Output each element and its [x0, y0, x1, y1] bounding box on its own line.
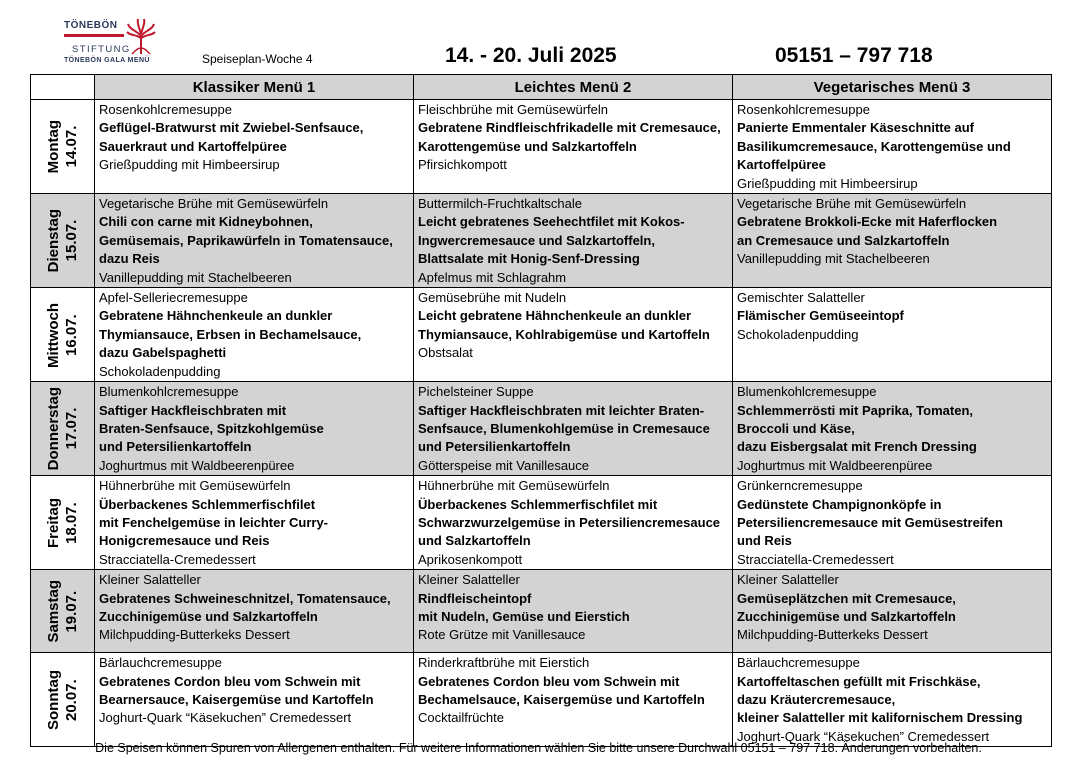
- phone-number: 05151 – 797 718: [775, 44, 933, 67]
- day-date: 19.07.: [62, 590, 80, 633]
- main-dish-line: Blattsalate mit Honig-Senf-Dressing: [418, 251, 640, 267]
- main-dish-line: Gemüsemais, Paprikawürfeln in Tomatensauce,: [99, 232, 393, 248]
- starter-text: Rinderkraftbrühe mit Eierstich: [418, 655, 590, 671]
- menu-cell-1: [95, 288, 414, 382]
- main-dish-line: mit Nudeln, Gemüse und Eierstich: [418, 608, 630, 624]
- menu-body: [31, 100, 1052, 747]
- dessert-text: Vanillepudding mit Stachelbeeren: [737, 251, 930, 267]
- column-header-menu-3: Vegetarisches Menü 3: [733, 75, 1052, 100]
- day-label-wrap: [35, 195, 90, 287]
- day-label-wrap: [35, 101, 90, 193]
- day-label: [45, 580, 81, 643]
- main-dish-line: Thymiansauce, Erbsen in Bechamelsauce,: [99, 326, 362, 342]
- main-dish-line: Ingwercremesauce und Salzkartoffeln,: [418, 232, 655, 248]
- main-dish-line: Leicht gebratene Hähnchenkeule an dunkler: [418, 308, 692, 324]
- dessert-text: Stracciatella-Cremedessert: [737, 551, 894, 567]
- day-label-wrap: [35, 654, 90, 746]
- menu-cell-3: [733, 653, 1052, 747]
- main-dish-line: Kartoffelpüree: [737, 157, 826, 173]
- menu-cell-2: [414, 288, 733, 382]
- day-cell: [31, 288, 95, 382]
- day-cell: [31, 653, 95, 747]
- main-dish-line: Gebratenes Cordon bleu vom Schwein mit: [99, 673, 361, 689]
- day-label: [45, 670, 81, 730]
- main-dish-line: Zucchinigemüse und Salzkartoffeln: [99, 608, 318, 624]
- main-dish-line: Leicht gebratenes Seehechtfilet mit Kokos-: [418, 214, 685, 230]
- main-dish-line: Gedünstete Champignonköpfe in: [737, 496, 942, 512]
- main-dish-line: an Cremesauce und Salzkartoffeln: [737, 232, 950, 248]
- day-label: [45, 120, 81, 173]
- menu-cell-1: [95, 476, 414, 570]
- main-dish-line: Gebratene Brokkoli-Ecke mit Haferflocken: [737, 214, 998, 230]
- main-dish-line: und Petersilienkartoffeln: [99, 439, 252, 455]
- starter-text: Bärlauchcremesuppe: [737, 655, 860, 671]
- starter-text: Pichelsteiner Suppe: [418, 384, 534, 400]
- logo-accent-bar: [64, 34, 124, 37]
- day-label: [45, 303, 81, 368]
- starter-text: Kleiner Salatteller: [99, 572, 201, 588]
- menu-cell-2: [414, 100, 733, 194]
- main-dish-line: und Salzkartoffeln: [418, 533, 531, 549]
- dessert-text: Milchpudding-Butterkeks Dessert: [99, 627, 290, 643]
- starter-text: Kleiner Salatteller: [737, 572, 839, 588]
- main-dish-line: Bearnersauce, Kaisergemüse und Kartoffeln: [99, 691, 374, 707]
- dessert-text: Joghurt-Quark “Käsekuchen” Cremedessert: [99, 710, 352, 726]
- menu-cell-1: [95, 570, 414, 653]
- main-dish-line: Braten-Senfsauce, Spitzkohlgemüse: [99, 420, 324, 436]
- menu-cell-1: [95, 100, 414, 194]
- main-dish-line: kleiner Salatteller mit kalifornischem Dressing: [737, 710, 1023, 726]
- menu-cell-3: [733, 382, 1052, 476]
- menu-cell-2: [414, 194, 733, 288]
- main-dish-line: Gebratenes Schweineschnitzel, Tomatensauce,: [99, 590, 391, 606]
- day-date: 15.07.: [62, 220, 80, 262]
- dessert-text: Schokoladenpudding: [99, 363, 221, 379]
- dessert-text: Stracciatella-Cremedessert: [99, 551, 256, 567]
- menu-header-row: [31, 75, 1052, 100]
- day-name: Mittwoch: [44, 302, 62, 368]
- day-row-freitag: [31, 476, 1052, 570]
- column-header-menu-2: Leichtes Menü 2: [414, 75, 733, 100]
- day-date: 17.07.: [62, 408, 80, 450]
- starter-text: Vegetarische Brühe mit Gemüsewürfeln: [737, 196, 967, 212]
- main-dish-line: Broccoli und Käse,: [737, 420, 855, 436]
- starter-text: Bärlauchcremesuppe: [99, 655, 222, 671]
- day-label: [45, 387, 81, 470]
- main-dish-line: Senfsauce, Blumenkohlgemüse in Cremesauce: [418, 420, 710, 436]
- main-dish-line: Karottengemüse und Salzkartoffeln: [418, 138, 637, 154]
- starter-text: Gemüsebrühe mit Nudeln: [418, 290, 567, 306]
- allergen-footer: Die Speisen können Spuren von Allergenen enthalten. Für weitere Informationen wählen Sie bitte unsere Durchwahl 05151 – 797 718. Änderungen vorbehalten.: [95, 741, 982, 755]
- day-row-samstag: [31, 570, 1052, 653]
- corner-cell: [31, 75, 95, 100]
- dessert-text: Rote Grütze mit Vanillesauce: [418, 627, 586, 643]
- starter-text: Buttermilch-Fruchtkaltschale: [418, 196, 582, 212]
- starter-text: Blumenkohlcremesuppe: [737, 384, 877, 400]
- day-name: Dienstag: [44, 209, 62, 273]
- day-date: 20.07.: [62, 679, 80, 722]
- main-dish-line: Gebratene Rindfleischfrikadelle mit Cremesauce,: [418, 120, 721, 136]
- day-label-wrap: [35, 289, 90, 381]
- page-header: [0, 0, 1077, 75]
- main-dish-line: Gebratene Hähnchenkeule an dunkler: [99, 308, 333, 324]
- day-row-montag: [31, 100, 1052, 194]
- starter-text: Blumenkohlcremesuppe: [99, 384, 239, 400]
- menu-cell-1: [95, 382, 414, 476]
- day-date: 14.07.: [62, 126, 80, 168]
- main-dish-line: Bechamelsauce, Kaisergemüse und Kartoffeln: [418, 691, 705, 707]
- day-row-donnerstag: [31, 382, 1052, 476]
- main-dish-line: dazu Kräutercremesauce,: [737, 691, 896, 707]
- day-row-mittwoch: [31, 288, 1052, 382]
- starter-text: Rosenkohlcremesuppe: [99, 102, 232, 117]
- starter-text: Grünkerncremesuppe: [737, 478, 863, 494]
- week-label: Speiseplan-Woche 4: [202, 52, 313, 66]
- day-cell: [31, 382, 95, 476]
- dessert-text: Apfelmus mit Schlagrahm: [418, 269, 567, 285]
- menu-cell-2: [414, 570, 733, 653]
- menu-cell-2: [414, 382, 733, 476]
- day-name: Freitag: [44, 498, 62, 549]
- day-cell: [31, 570, 95, 653]
- menu-cell-3: [733, 288, 1052, 382]
- stiftung-logo: [64, 18, 168, 66]
- dessert-text: Aprikosenkompott: [418, 551, 523, 567]
- starter-text: Rosenkohlcremesuppe: [737, 102, 870, 117]
- main-dish-line: Zucchinigemüse und Salzkartoffeln: [737, 608, 956, 624]
- menu-cell-2: [414, 476, 733, 570]
- starter-text: Gemischter Salatteller: [737, 290, 865, 306]
- main-dish-line: Saftiger Hackfleischbraten mit: [99, 402, 287, 418]
- dessert-text: Vanillepudding mit Stachelbeeren: [99, 269, 292, 285]
- main-dish-line: Überbackenes Schlemmerfischfilet mit: [418, 496, 658, 512]
- main-dish-line: Thymiansauce, Kohlrabigemüse und Kartoffeln: [418, 326, 710, 342]
- starter-text: Hühnerbrühe mit Gemüsewürfeln: [418, 478, 610, 494]
- dessert-text: Milchpudding-Butterkeks Dessert: [737, 627, 928, 643]
- day-name: Sonntag: [44, 670, 62, 731]
- main-dish-line: Flämischer Gemüseeintopf: [737, 308, 904, 324]
- main-dish-line: Geflügel-Bratwurst mit Zwiebel-Senfsauce,: [99, 120, 364, 136]
- main-dish-line: Petersiliencremesauce mit Gemüsestreifen: [737, 514, 1003, 530]
- dessert-text: Götterspeise mit Vanillesauce: [418, 457, 590, 473]
- dessert-text: Grießpudding mit Himbeersirup: [99, 157, 280, 173]
- starter-text: Hühnerbrühe mit Gemüsewürfeln: [99, 478, 291, 494]
- main-dish-line: mit Fenchelgemüse in leichter Curry-: [99, 514, 329, 530]
- menu-cell-1: [95, 653, 414, 747]
- logo-gala: TÖNEBÖN GALA MENÜ: [64, 57, 150, 64]
- main-dish-line: Schlemmerrösti mit Paprika, Tomaten,: [737, 402, 973, 418]
- day-label: [45, 209, 81, 272]
- menu-cell-3: [733, 194, 1052, 288]
- date-range: 14. - 20. Juli 2025: [445, 44, 617, 67]
- main-dish-line: Honigcremesauce und Reis: [99, 533, 270, 549]
- dessert-text: Schokoladenpudding: [737, 326, 859, 342]
- main-dish-line: Panierte Emmentaler Käseschnitte auf: [737, 120, 974, 136]
- main-dish-line: Gebratenes Cordon bleu vom Schwein mit: [418, 673, 680, 689]
- menu-cell-3: [733, 570, 1052, 653]
- main-dish-line: dazu Reis: [99, 251, 160, 267]
- dessert-text: Grießpudding mit Himbeersirup: [737, 175, 918, 191]
- menu-cell-1: [95, 194, 414, 288]
- menu-cell-3: [733, 100, 1052, 194]
- day-cell: [31, 476, 95, 570]
- main-dish-line: Basilikumcremesauce, Karottengemüse und: [737, 138, 1011, 154]
- dessert-text: Joghurt-Quark “Käsekuchen” Cremedessert: [737, 728, 990, 744]
- main-dish-line: Sauerkraut und Kartoffelpüree: [99, 138, 287, 154]
- day-label-wrap: [35, 383, 90, 475]
- starter-text: Kleiner Salatteller: [418, 572, 520, 588]
- day-cell: [31, 100, 95, 194]
- day-name: Montag: [44, 120, 62, 174]
- day-label-wrap: [35, 571, 90, 652]
- menu-cell-3: [733, 476, 1052, 570]
- main-dish-line: und Petersilienkartoffeln: [418, 439, 571, 455]
- logo-name: TÖNEBÖN: [64, 20, 118, 31]
- logo-subtitle: STIFTUNG: [72, 44, 131, 55]
- dessert-text: Pfirsichkompott: [418, 157, 507, 173]
- starter-text: Fleischbrühe mit Gemüsewürfeln: [418, 102, 609, 117]
- main-dish-line: Schwarzwurzelgemüse in Petersiliencremesauce: [418, 514, 721, 530]
- menu-table: [30, 74, 1052, 747]
- day-name: Donnerstag: [44, 387, 62, 471]
- starter-text: Apfel-Selleriecremesuppe: [99, 290, 248, 306]
- dessert-text: Joghurtmus mit Waldbeerenpüree: [99, 457, 295, 473]
- column-header-menu-1: Klassiker Menü 1: [95, 75, 414, 100]
- main-dish-line: Rindfleischeintopf: [418, 590, 532, 606]
- day-cell: [31, 194, 95, 288]
- day-row-sonntag: [31, 653, 1052, 747]
- dessert-text: Joghurtmus mit Waldbeerenpüree: [737, 457, 933, 473]
- main-dish-line: Kartoffeltaschen gefüllt mit Frischkäse,: [737, 673, 981, 689]
- menu-cell-2: [414, 653, 733, 747]
- day-date: 16.07.: [62, 314, 80, 356]
- day-label: [45, 498, 81, 548]
- day-row-dienstag: [31, 194, 1052, 288]
- starter-text: Vegetarische Brühe mit Gemüsewürfeln: [99, 196, 329, 212]
- dessert-text: Obstsalat: [418, 345, 473, 361]
- dessert-text: Cocktailfrüchte: [418, 710, 504, 726]
- day-date: 18.07.: [62, 502, 80, 544]
- main-dish-line: dazu Gabelspaghetti: [99, 345, 227, 361]
- main-dish-line: dazu Eisbergsalat mit French Dressing: [737, 439, 977, 455]
- day-label-wrap: [35, 477, 90, 569]
- main-dish-line: Chili con carne mit Kidneybohnen,: [99, 214, 313, 230]
- day-name: Samstag: [44, 580, 62, 643]
- main-dish-line: Gemüseplätzchen mit Cremesauce,: [737, 590, 956, 606]
- main-dish-line: Überbackenes Schlemmerfischfilet: [99, 496, 316, 512]
- main-dish-line: und Reis: [737, 533, 792, 549]
- main-dish-line: Saftiger Hackfleischbraten mit leichter Braten-: [418, 402, 705, 418]
